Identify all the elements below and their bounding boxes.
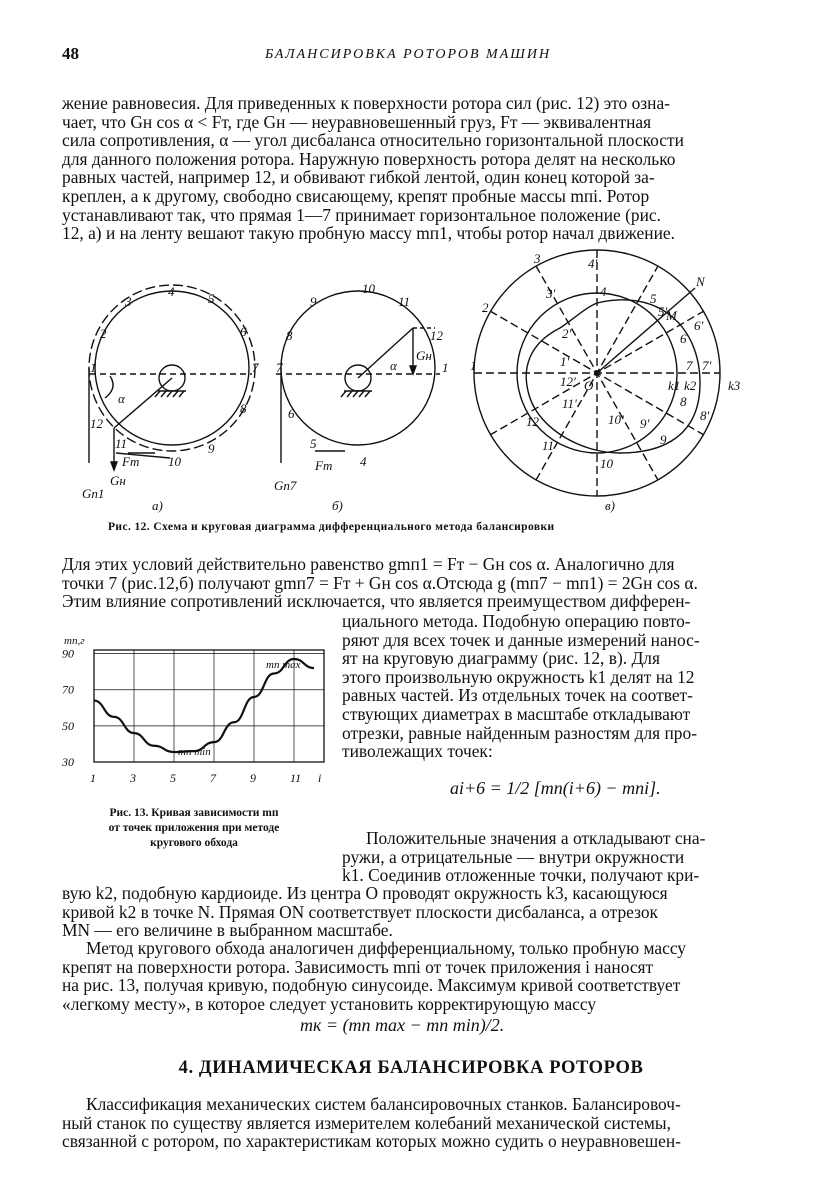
chart-x-tick-label: 11 — [290, 771, 302, 785]
fig12-c-num: 5 — [650, 291, 657, 306]
fig12-c-num: 7 — [686, 358, 693, 373]
fig12-c-num-inner: 6' — [694, 318, 704, 333]
chart-y-tick-label: 90 — [62, 646, 74, 661]
fig12-b-gn: Gн — [416, 348, 432, 363]
chart-series-line — [94, 659, 314, 752]
text-line: чает, что Gн cos α < Fт, где Gн — неуравновешенный груз, Fт — эквивалентная — [62, 111, 652, 132]
text-line: жение равновесия. Для приведенных к поверхности ротора сил (рис. 12) это озна- — [62, 93, 670, 113]
text-line: тиволежащих точек: — [342, 741, 493, 762]
text-line: кривой k2 в точке N. Прямая ON соответствует плоскости дисбаланса, а отрезок — [62, 901, 658, 922]
fig12-a-num: 2 — [100, 326, 107, 341]
chart-y-tick-label: 30 — [62, 755, 74, 769]
fig12-c-label: в) — [605, 498, 615, 513]
fig12-b-num: 10 — [362, 281, 375, 296]
page-number: 48 — [62, 44, 79, 63]
fig12-c-num-inner: 11' — [562, 396, 577, 411]
fig12-a-num: 11 — [115, 436, 128, 451]
fig12-a-gp1: Gп1 — [82, 486, 105, 501]
paragraph-6 — [62, 939, 754, 1013]
chart-y-tick-label: 50 — [62, 718, 74, 733]
figure-13-chart — [56, 632, 336, 807]
fig12-c-n: N — [696, 274, 705, 289]
text-line: ряют для всех точек и данные измерений нанос- — [342, 629, 700, 650]
text-line: циального метода. Подобную операцию повто- — [342, 611, 691, 631]
formula-mk: mк = (mп max − mп min)/2. — [300, 1015, 505, 1035]
fig12-a-num: 6 — [240, 324, 247, 339]
fig12-a-num: 7 — [252, 360, 259, 375]
fig12-a-num: 3 — [125, 294, 132, 309]
fig12-c-num: 6 — [680, 331, 687, 346]
chart-x-tick-label: i — [318, 771, 322, 785]
text-line: равных частей, например 12, и обвивают гибкой лентой, один конец которой за- — [62, 167, 655, 188]
text-line: этого произвольную окружность k1 делят на 12 — [342, 666, 695, 687]
fig12-c-num: 12 — [526, 414, 539, 429]
rotor-a-outer — [89, 285, 255, 451]
text-line: ный станок по существу является измерителем колебаний механической системы, — [62, 1112, 671, 1133]
text-line: Этим влияние сопротивлений исключается, что является преимуществом дифферен- — [62, 591, 691, 612]
caption-line: кругового обхода — [150, 837, 238, 849]
fig12-c-num: 1 — [470, 358, 477, 373]
fig12-c-num-inner: 12' — [560, 374, 576, 389]
paragraph-7 — [62, 1095, 754, 1151]
fig12-b-label: б) — [332, 498, 343, 513]
paragraph-4 — [342, 829, 754, 885]
text-line: k1. Соединив отложенные точки, получают кри- — [342, 865, 700, 886]
chart-x-tick-label: 3 — [130, 771, 136, 785]
text-line: связанной с ротором, по характеристикам которых можно судить о неуравновешен- — [62, 1131, 681, 1152]
text-line: для данного положения ротора. Наружную поверхность ротора делят на несколько — [62, 148, 676, 169]
rotor-a-circle — [95, 291, 249, 445]
chart-x-tick-label: 9 — [250, 771, 256, 785]
fig12-b-num: 6 — [288, 406, 295, 421]
fig12-b-num: 7 — [276, 360, 283, 375]
fig12-c-num-inner: 7' — [702, 358, 712, 373]
text-line: отрезки, равные найденным разностям для про- — [342, 722, 697, 743]
text-line: крепят на поверхности ротора. Зависимость mпi от точек приложения i наносят — [62, 956, 654, 977]
fig12-c-num-inner: 4' — [588, 256, 598, 271]
fig12-c-m: M — [666, 308, 677, 323]
paragraph-3 — [342, 612, 754, 761]
fig12-b-num: 12 — [430, 328, 443, 343]
fig12-c-num-inner: 3' — [546, 286, 556, 301]
fig12-a-num: 8 — [240, 401, 247, 416]
fig12-a-num: 10 — [168, 454, 181, 469]
fig12-c-num: 11 — [542, 438, 555, 453]
fig12-b-num: 9 — [310, 294, 317, 309]
fig12-c-num: 2 — [482, 300, 489, 315]
chart-annotation-max: mп max — [266, 659, 301, 672]
text-line: 12, а) и на ленту вешают такую пробную массу mп1, чтобы ротор начал движение. — [62, 223, 675, 244]
chart-x-tick-label: 7 — [210, 771, 216, 785]
fig12-a-ft: Fт — [122, 454, 140, 469]
running-title: БАЛАНСИРОВКА РОТОРОВ МАШИН — [265, 47, 552, 62]
text-line: Метод кругового обхода аналогичен дифференциальному, только пробную массу — [86, 938, 686, 958]
fig12-c-num: 8 — [680, 394, 687, 409]
formula-a: ai+6 = 1/2 [mп(i+6) − mпi]. — [450, 778, 661, 798]
text-line: равных частей. Из отдельных точек на соответ- — [342, 685, 693, 706]
fig12-b-gp7: Gп7 — [274, 478, 297, 493]
fig12-c-k2: k2 — [684, 378, 697, 393]
paragraph-5 — [62, 884, 754, 940]
fig12-a-num: 1 — [90, 360, 97, 375]
chart-x-tick-label: 5 — [170, 771, 176, 785]
fig12-b-num: 4 — [360, 454, 367, 469]
fig12-c-num-inner: 10' — [608, 412, 624, 427]
fig12-b-alpha: α — [390, 358, 397, 373]
text-line: точки 7 (рис.12,б) получают gmп7 = Fт + Gн cos α.Отсюда g (mп7 − mп1) = 2Gн cos α. — [62, 572, 698, 593]
fig12-c-k3: k3 — [728, 378, 741, 393]
fig12-c-num-inner: 8' — [700, 408, 710, 423]
fig12-c-num: 10 — [600, 456, 613, 471]
chart-annotation-min: mп min — [178, 745, 211, 758]
fig12-a-alpha: α — [118, 391, 125, 406]
fig12-c-num: 4 — [600, 284, 607, 299]
text-line: Классификация механических систем балансировочных станков. Балансировоч- — [86, 1094, 681, 1114]
text-line: устанавливают так, что прямая 1—7 принимает горизонтальное положение (рис. — [62, 204, 661, 225]
chart-y-label: mп,г — [64, 635, 85, 647]
fig12-b-num: 8 — [286, 328, 293, 343]
text-line: креплен, а к другому, свободно свисающему, крепят пробные массы mпi. Ротор — [62, 185, 650, 206]
fig12-c-num-inner: 1' — [560, 354, 570, 369]
paragraph-2 — [62, 555, 754, 611]
text-line: «легкому месту», в которое следует установить корректирующую массу — [62, 993, 597, 1014]
text-line: ят на круговую диаграмму (рис. 12, в). Для — [342, 648, 660, 669]
text-line: Для этих условий действительно равенство gmп1 = Fт − Gн cos α. Аналогично для — [62, 554, 675, 574]
text-line: ствующих диаметрах в масштабе откладывают — [342, 703, 691, 724]
fig12-a-num: 9 — [208, 441, 215, 456]
paragraph-1 — [62, 94, 754, 243]
fig12-a-num: 5 — [208, 291, 215, 306]
text-line: сила сопротивления, α — угол дисбаланса относительно горизонтальной плоскости — [62, 130, 684, 151]
fig12-c-num-inner: 9' — [640, 416, 650, 431]
fig12-a-label: а) — [152, 498, 163, 513]
text-line: на рис. 13, получая кривую, подобную синусоиде. Максимум кривой соответствует — [62, 975, 681, 996]
figure-12 — [60, 248, 760, 516]
caption-line: от точек приложения при методе — [108, 822, 280, 834]
section-heading: 4. ДИНАМИЧЕСКАЯ БАЛАНСИРОВКА РОТОРОВ — [178, 1058, 644, 1078]
fig12-a-gn: Gн — [110, 473, 126, 488]
chart-x-tick-label: 1 — [90, 771, 96, 785]
fig12-b-num: 11 — [398, 294, 411, 309]
figure-12-caption: Рис. 12. Схема и круговая диаграмма дифференциального метода балансировки — [108, 521, 555, 533]
caption-line: Рис. 13. Кривая зависимости mп — [109, 807, 279, 819]
fig12-c-k1: k1 — [668, 378, 681, 393]
fig12-b-num: 5 — [310, 436, 317, 451]
fig12-c-o: O — [584, 378, 594, 393]
fig12-c-num: 9 — [660, 432, 667, 447]
fig12-c-num: 3 — [534, 251, 541, 266]
fig12-b-ft: Fт — [315, 458, 333, 473]
fig12-b-num: 1 — [442, 360, 449, 375]
fig12-c-num-inner: 5' — [658, 304, 668, 319]
chart-y-tick-label: 70 — [62, 682, 74, 697]
fig12-c-num-inner: 2' — [562, 326, 572, 341]
text-line: ружи, а отрицательные — внутри окружности — [342, 846, 685, 867]
fig12-a-num: 12 — [90, 416, 103, 431]
text-line: вую k2, подобную кардиоиде. Из центра O проводят окружность k3, касающуюся — [62, 883, 668, 903]
text-line: MN — его величине в выбранном масштабе. — [62, 920, 393, 941]
fig12-a-num: 4 — [168, 284, 175, 299]
figure-13-caption — [58, 806, 330, 851]
text-line: Положительные значения a откладывают сна- — [366, 828, 706, 848]
